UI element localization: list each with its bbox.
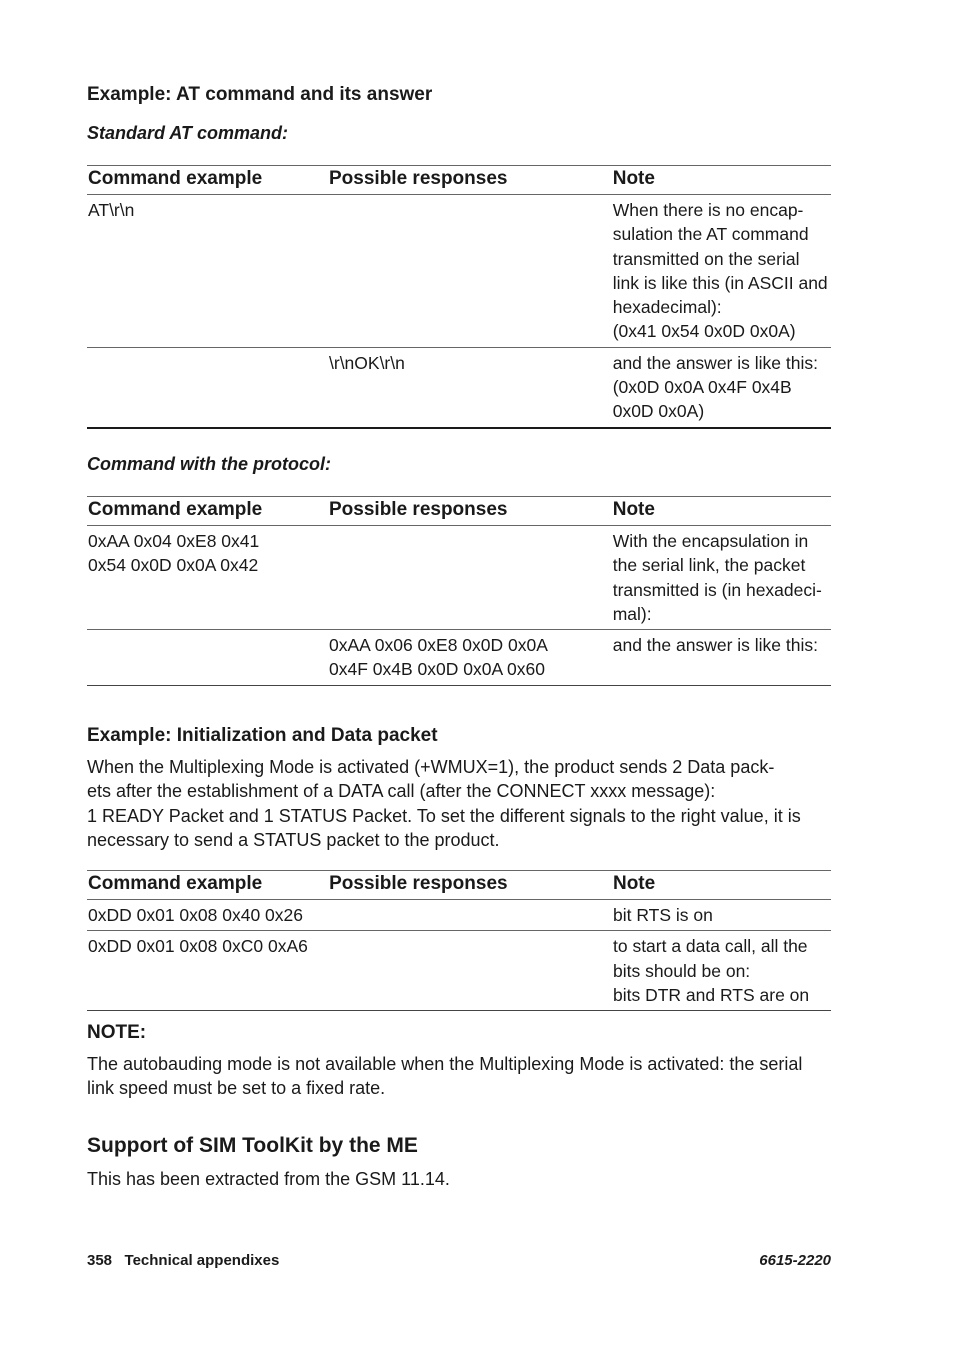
col-command-header: Command example	[87, 166, 328, 195]
example-init-title: Example: Initialization and Data packet	[87, 725, 438, 746]
cell-note: and the answer is like this:	[612, 630, 831, 686]
sim-toolkit-title: Support of SIM ToolKit by the ME	[87, 1134, 418, 1157]
cell-note: When there is no encap- sulation the AT command transmitted on the serial link is like this (in ASCII and hexadecimal): (0x41 0x54 0x0D 0x0A)	[612, 195, 831, 348]
cell-note: and the answer is like this: (0x0D 0x0A 0x4F 0x4B 0x0D 0x0A)	[612, 347, 831, 427]
init-paragraph: When the Multiplexing Mode is activated (+WMUX=1), the product sends 2 Data pack- ets after the establishment of a DATA call (after the CONNECT xxxx message): 1 READY Packet and 1 STATUS Packet. To set the different signals to the right value, it is necessary to send a STATUS packet to the product.	[87, 757, 801, 850]
cell-response	[328, 195, 612, 348]
note-heading: NOTE:	[87, 1022, 147, 1043]
table-row	[87, 931, 831, 1011]
cell-command: 0xDD 0x01 0x08 0xC0 0xA6	[87, 931, 328, 1011]
col-command-header: Command example	[87, 871, 328, 900]
table-header-row	[87, 166, 831, 195]
sim-toolkit-text: This has been extracted from the GSM 11.14.	[87, 1169, 450, 1189]
table-row	[87, 900, 831, 931]
table-row	[87, 195, 831, 348]
table-row	[87, 347, 831, 427]
cell-response: 0xAA 0x06 0xE8 0x0D 0x0A 0x4F 0x4B 0x0D 0x0A 0x60	[328, 630, 612, 686]
cell-response	[328, 900, 612, 931]
col-responses-header: Possible responses	[328, 166, 612, 195]
col-responses-header: Possible responses	[328, 871, 612, 900]
col-command-header: Command example	[87, 497, 328, 526]
col-note-header: Note	[612, 166, 831, 195]
cell-command	[87, 630, 328, 686]
cell-command: AT\r\n	[87, 195, 328, 348]
table-row	[87, 526, 831, 630]
protocol-table	[87, 496, 831, 686]
col-responses-header: Possible responses	[328, 497, 612, 526]
protocol-heading: Command with the protocol:	[87, 454, 331, 474]
col-note-header: Note	[612, 497, 831, 526]
cell-note: bit RTS is on	[612, 900, 831, 931]
cell-response	[328, 931, 612, 1011]
cell-response	[328, 526, 612, 630]
col-note-header: Note	[612, 871, 831, 900]
standard-at-table	[87, 165, 831, 429]
init-table	[87, 870, 831, 1011]
table-header-row	[87, 871, 831, 900]
note-text: The autobauding mode is not available when the Multiplexing Mode is activated: the serial link speed must be set to a fixed rate.	[87, 1054, 803, 1099]
footer-doc-number: 6615-2220	[759, 1252, 831, 1269]
cell-note: With the encapsulation in the serial link, the packet transmitted is (in hexadeci- mal):	[612, 526, 831, 630]
example-at-title: Example: AT command and its answer	[87, 84, 433, 105]
table-header-row	[87, 497, 831, 526]
cell-response: \r\nOK\r\n	[328, 347, 612, 427]
cell-command: 0xDD 0x01 0x08 0x40 0x26	[87, 900, 328, 931]
cell-command	[87, 347, 328, 427]
cell-command: 0xAA 0x04 0xE8 0x41 0x54 0x0D 0x0A 0x42	[87, 526, 328, 630]
standard-at-heading: Standard AT command:	[87, 123, 289, 143]
footer-page-section: 358 Technical appendixes	[87, 1252, 280, 1269]
cell-note: to start a data call, all the bits should be on: bits DTR and RTS are on	[612, 931, 831, 1011]
table-row	[87, 630, 831, 686]
